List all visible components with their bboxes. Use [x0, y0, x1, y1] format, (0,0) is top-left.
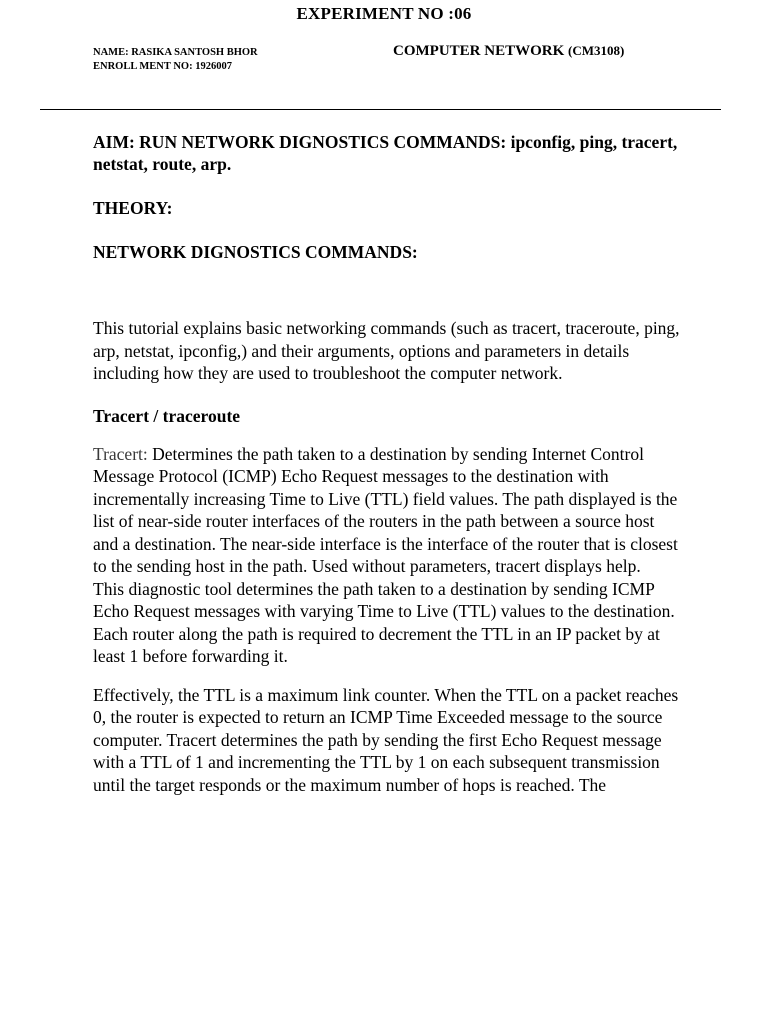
tracert-subheading: Tracert / traceroute — [93, 405, 241, 426]
header-divider — [40, 109, 721, 110]
tracert-paragraph — [93, 443, 683, 578]
tracert-description: Determines the path taken to a destination by sending Internet Control Message Protocol (ICMP) Echo Request messages to the destination with incrementally increasing Time to Live (TTL) field values. The path displayed is the list of near-side router interfaces of the routers in the path between a source host and a destination. The near-side interface is the interface of the router that is closest to the sending host in the path. Used without parameters, tracert displays help. — [93, 443, 678, 576]
document-body — [93, 131, 683, 796]
course-name: COMPUTER NETWORK — [393, 43, 565, 59]
tracert-label: Tracert: — [93, 443, 148, 464]
ttl-paragraph: Effectively, the TTL is a maximum link counter. When the TTL on a packet reaches 0, the router is expected to return an ICMP Time Exceeded message to the source computer. Tracert determines the path by sending the first Echo Request message with a TTL of 1 and incrementing the TTL by 1 on each subsequent transmission until the target responds or the maximum number of hops is reached. The — [93, 684, 679, 795]
theory-heading: THEORY: — [93, 198, 173, 218]
course-info — [393, 43, 624, 60]
aim-statement: AIM: RUN NETWORK DIGNOSTICS COMMANDS: ipconfig, ping, tracert, netstat, route, arp. — [93, 132, 678, 174]
commands-heading: NETWORK DIGNOSTICS COMMANDS: — [93, 242, 418, 262]
enrollment-number: ENROLL MENT NO: 1926007 — [93, 61, 232, 72]
intro-paragraph: This tutorial explains basic networking commands (such as tracert, traceroute, ping, arp, netstat, ipconfig,) and their arguments, options and parameters in details including how they are used to troubleshoot the computer network. — [93, 318, 680, 383]
course-code: (CM3108) — [568, 43, 625, 58]
student-info — [93, 46, 258, 74]
student-name: NAME: RASIKA SANTOSH BHOR — [93, 47, 258, 58]
experiment-title: EXPERIMENT NO :06 — [296, 4, 472, 23]
diagnostic-paragraph: This diagnostic tool determines the path taken to a destination by sending ICMP Echo Request messages with varying Time to Live (TTL) values to the destination. Each router along the path is required to decrement the TTL in an IP packet by at least 1 before forwarding it. — [93, 578, 675, 666]
